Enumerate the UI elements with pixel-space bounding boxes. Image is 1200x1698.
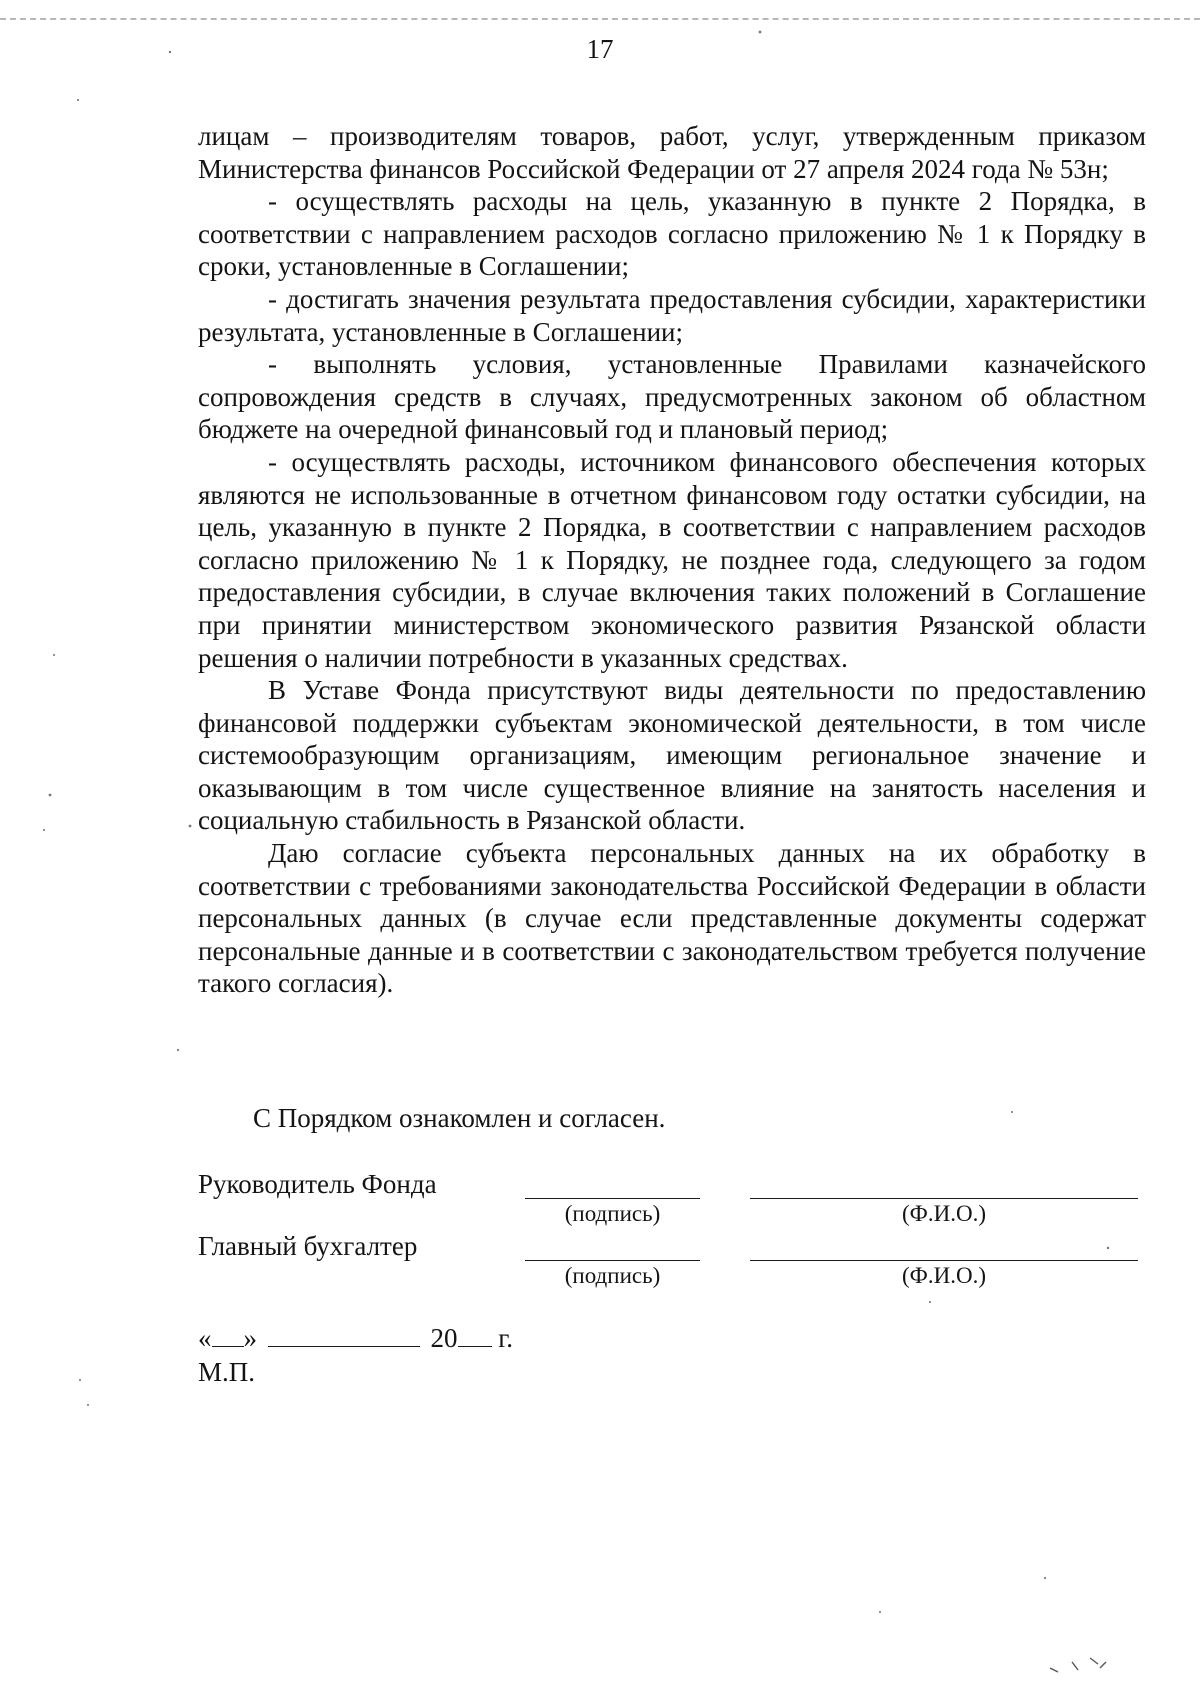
paragraph-unused-balances: - осуществлять расходы, источником финансового обеспечения которых являются не использованные в отчетном финансовом году остатки субсидии, на цель, указанную в пункте 2 Порядка, в соответствии с направлением расходов согласно приложению № 1 к Порядку, не позднее года, следующего за годом предоставления субсидии, в случае включения таких положений в Соглашение при принятии министерством экономического развития Рязанской области решения о наличии потребности в указанных средствах. — [198, 446, 1146, 673]
date-year-blank[interactable] — [458, 1324, 492, 1347]
paragraph-continuation: лицам – производителям товаров, работ, услуг, утвержденным приказом Министерства финансов Российской Федерации от 27 апреля 2024 года № 53н; — [198, 121, 1146, 184]
date-year-prefix: 20 — [430, 1323, 458, 1353]
date-row — [198, 1322, 513, 1354]
accountant-signature-caption: (подпись) — [564, 1263, 661, 1288]
accountant-signature-line[interactable] — [525, 1260, 700, 1261]
paragraph-result: - достигать значения результата предоставления субсидии, характеристики результата, установленные в Соглашении; — [198, 283, 1146, 347]
date-day-blank[interactable] — [212, 1324, 244, 1347]
document-body — [198, 120, 1146, 1000]
date-month-blank[interactable] — [268, 1324, 420, 1347]
paragraph-treasury: - выполнять условия, установленные Правилами казначейского сопровождения средств в случаях, предусмотренных законом об областном бюджете на очередной финансовый год и плановый период; — [198, 349, 1146, 445]
accountant-name-caption: (Ф.И.О.) — [902, 1263, 986, 1288]
chief-accountant-label: Главный бухгалтер — [198, 1231, 418, 1261]
accountant-name-line[interactable] — [750, 1260, 1138, 1261]
head-of-fund-label: Руководитель Фонда — [198, 1169, 437, 1199]
head-name-caption: (Ф.И.О.) — [902, 1201, 986, 1226]
scan-edge-line — [0, 18, 1200, 20]
date-open-quote: « — [198, 1323, 212, 1353]
head-signature-caption: (подпись) — [564, 1201, 661, 1226]
head-name-line[interactable] — [750, 1198, 1138, 1199]
date-close-quote: » — [243, 1323, 257, 1353]
paragraph-expenses: - осуществлять расходы на цель, указанную в пункте 2 Порядка, в соответствии с направлением расходов согласно приложению № 1 к Порядку в сроки, установленные в Соглашении; — [198, 186, 1146, 282]
agreement-statement: С Порядком ознакомлен и согласен. — [253, 1103, 666, 1133]
date-year-suffix: г. — [498, 1323, 514, 1353]
paragraph-personal-data-consent: Даю согласие субъекта персональных данных на их обработку в соответствии с требованиями законодательства Российской Федерации в области персональных данных (в случае если представленные документы содержат персональные данные и в соответствии с законодательством требуется получение такого согласия). — [198, 838, 1146, 999]
head-signature-line[interactable] — [525, 1198, 700, 1199]
paragraph-charter: В Уставе Фонда присутствуют виды деятельности по предоставлению финансовой поддержки субъектам экономической деятельности, в том числе системообразующим организациям, имеющим региональное значение и оказывающим в том числе существенное влияние на занятость населения и социальную стабильность в Рязанской области. — [198, 675, 1146, 836]
stamp-place-label: М.П. — [198, 1357, 256, 1387]
page-number: 17 — [586, 34, 614, 64]
